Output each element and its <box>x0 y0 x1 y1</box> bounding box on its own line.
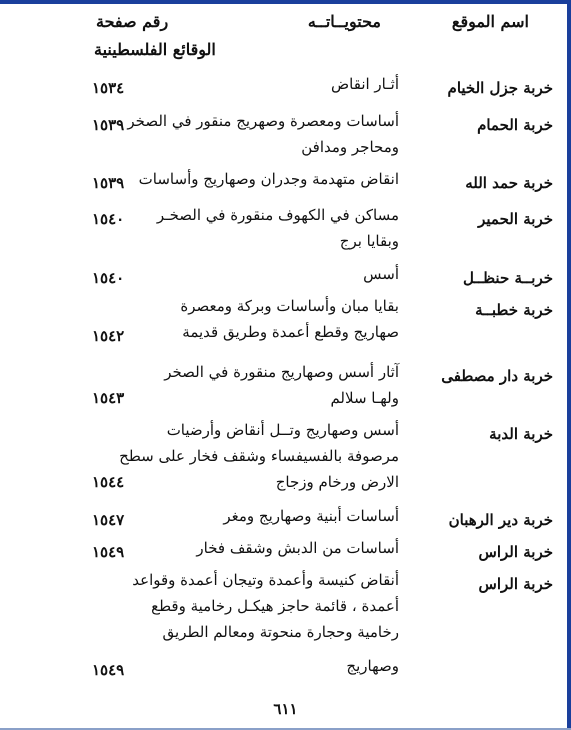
row-content-line: أسس <box>363 265 399 283</box>
row-content-line: صهاريج وقطع أعمدة وطريق قديمة <box>182 323 399 341</box>
row-content-line: وصهاريج <box>346 657 399 675</box>
row-page-number: ١٥٤٢ <box>92 327 125 345</box>
row-site: خربة جزل الخيام <box>447 79 553 97</box>
row-content-line: رخامية وحجارة منحوتة ومعالم الطريق <box>162 623 399 641</box>
row-site: خربة دار مصطفى <box>441 367 553 385</box>
row-content-line: أساسات أبنية وصهاريج ومغر <box>223 507 399 525</box>
row-site: خربة الراس <box>478 543 553 561</box>
row-content-line: بقايا مبان وأساسات وبركة ومعصرة <box>180 297 399 315</box>
row-site: خربة الحمير <box>478 210 553 228</box>
row-page-number: ١٥٤٧ <box>92 511 125 529</box>
row-site: خربــة حنظــل <box>462 269 553 287</box>
row-page-number: ١٥٤٠ <box>92 210 125 228</box>
row-content-line: مساكن في الكهوف منقورة في الصخـر <box>156 206 399 224</box>
header-page-number: رقم صفحة <box>96 12 169 31</box>
row-content-line: أسس وصهاريج وتــل أنقاض وأرضيات <box>166 421 399 439</box>
row-page-number: ١٥٤٤ <box>92 473 125 491</box>
row-page-number: ١٥٤٣ <box>92 389 125 407</box>
row-content-line: ولهـا سلالم <box>330 389 399 407</box>
row-page-number: ١٥٣٩ <box>92 174 125 192</box>
header-contents: محتويــاتــه <box>307 12 381 31</box>
row-content-line: أعمدة ، قائمة حاجز هيكـل رخامية وقطع <box>151 597 399 615</box>
row-page-number: ١٥٤٠ <box>92 269 125 287</box>
page-folio-number: ٦١١ <box>273 700 298 718</box>
row-site: خربة حمد الله <box>465 174 553 192</box>
row-content-line: الارض ورخام وزجاج <box>275 473 399 491</box>
row-content-line: أساسات ومعصرة وصهريج منقور في الصخر <box>127 112 399 130</box>
header-site-name: اسم الموقع <box>451 12 529 31</box>
row-content-line: أساسات من الدبش وشقف فخار <box>196 539 399 557</box>
row-content-line: انقاض متهدمة وجدران وصهاريج وأساسات <box>138 170 399 188</box>
row-page-number: ١٥٣٩ <box>92 116 125 134</box>
row-site: خربة خطبــة <box>475 301 553 319</box>
row-site: خربة الراس <box>478 575 553 593</box>
row-content-line: آثار أسس وصهاريج منقورة في الصخر <box>164 363 399 381</box>
row-content-line: ومحاجر ومدافن <box>301 138 399 156</box>
row-page-number: ١٥٤٩ <box>92 543 125 561</box>
header-doc-title: الوقائع الفلسطينية <box>94 40 216 59</box>
row-content-line: وبقايا برج <box>339 232 399 250</box>
row-site: خربة الحمام <box>477 116 553 134</box>
row-content-line: أثـار انقاض <box>331 75 399 93</box>
row-content-line: مرصوفة بالفسيفساء وشقف فخار على سطح <box>119 447 399 465</box>
row-site: خربة الدبة <box>489 425 553 443</box>
row-page-number: ١٥٣٤ <box>92 79 125 97</box>
row-site: خربة دير الرهبان <box>448 511 553 529</box>
row-page-number: ١٥٤٩ <box>92 661 125 679</box>
row-content-line: أنقاض كنيسة وأعمدة وتيجان أعمدة وقواعد <box>132 571 399 589</box>
